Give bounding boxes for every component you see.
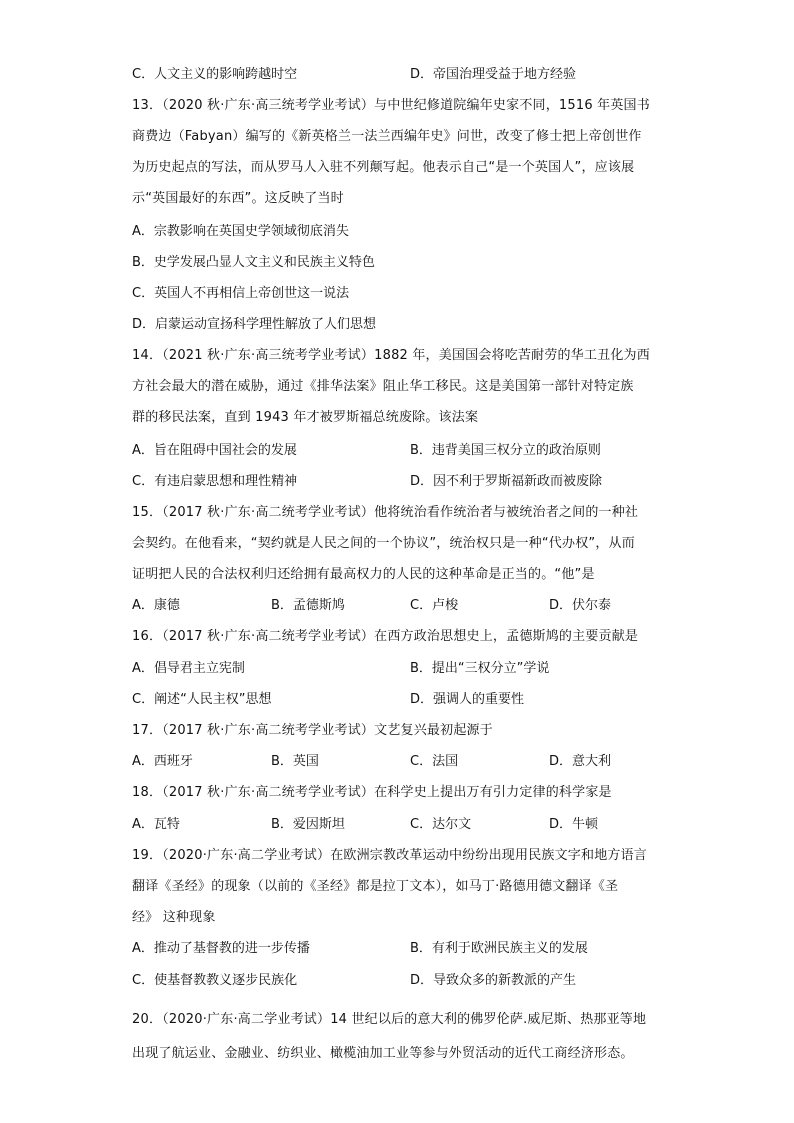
- q14-line-2: 方社会最大的潜在威胁，通过《排华法案》阻止华工移民。这是美国第一部针对特定族: [132, 379, 634, 394]
- prev-option-d: D．帝国治理受益于地方经验: [410, 67, 577, 82]
- q14-line-1: 14．（2021 秋·广东·高三统考学业考试）1882 年，美国国会将吃苦耐劳的华工丑化为西: [132, 348, 650, 363]
- q14-option-c: C．有违启蒙思想和理性精神: [132, 474, 298, 489]
- q20-line-2: 出现了航运业、金融业、纺织业、橄榄油加工业等参与外贸活动的近代工商经济形态。: [132, 1046, 634, 1061]
- q16-option-c: C．阐述“人民主权”思想: [132, 692, 272, 707]
- q13-line-2: 商费边（Fabyan）编写的《新英格兰一法兰西编年史》问世，改变了修士把上帝创世作: [132, 129, 642, 144]
- q16-line-1: 16．（2017 秋·广东·高二统考学业考试）在西方政治思想史上，孟德斯鸠的主要贡献是: [132, 629, 639, 644]
- q19-option-d: D．导致众多的新教派的产生: [410, 973, 577, 988]
- q17-option-d: D．意大利: [549, 754, 612, 769]
- q13-option-d: D．启蒙运动宣扬科学理性解放了人们思想: [132, 317, 377, 332]
- q13-line-3: 为历史起点的写法，而从罗马人入驻不列颠写起。他表示自己“是一个英国人”，应该展: [132, 160, 635, 175]
- q16-option-d: D．强调人的重要性: [410, 692, 525, 707]
- q16-option-b: B．提出“三权分立”学说: [410, 661, 550, 676]
- q14-option-b: B．违背美国三权分立的政治原则: [410, 443, 601, 458]
- q15-option-b: B．孟德斯鸠: [271, 598, 345, 613]
- q19-line-1: 19．（2020·广东·高二学业考试）在欧洲宗教改革运动中纷纷出现用民族文字和地方语言: [132, 848, 647, 863]
- q17-line-1: 17．（2017 秋·广东·高二统考学业考试）文艺复兴最初起源于: [132, 723, 493, 738]
- q18-option-b: B．爱因斯坦: [271, 817, 345, 832]
- q15-option-a: A．康德: [132, 598, 180, 613]
- q17-option-c: C．法国: [410, 754, 459, 769]
- q14-line-3: 群的移民法案，直到 1943 年才被罗斯福总统废除。该法案: [132, 410, 479, 425]
- q19-option-c: C．使基督教教义逐步民族化: [132, 973, 298, 988]
- q15-line-1: 15．（2017 秋·广东·高二统考学业考试）他将统治看作统治者与被统治者之间的一种社: [132, 505, 639, 520]
- q19-line-2: 翻译《圣经》的现象（以前的《圣经》都是拉丁文本），如马丁·路德用德文翻译《圣: [132, 879, 619, 894]
- q14-option-d: D．因不利于罗斯福新政而被废除: [410, 474, 603, 489]
- q18-option-c: C．达尔文: [410, 817, 472, 832]
- q17-option-b: B．英国: [271, 754, 319, 769]
- q13-option-b: B．史学发展凸显人文主义和民族主义特色: [132, 255, 375, 270]
- q19-option-b: B．有利于欧洲民族主义的发展: [410, 941, 588, 956]
- q13-option-a: A．宗教影响在英国史学领域彻底消失: [132, 224, 349, 239]
- q14-option-a: A．旨在阻碍中国社会的发展: [132, 443, 297, 458]
- q15-option-c: C．卢梭: [410, 598, 459, 613]
- q19-line-3: 经》 这种现象: [132, 910, 216, 925]
- prev-option-c: C．人文主义的影响跨越时空: [132, 67, 298, 82]
- q16-option-a: A．倡导君主立宪制: [132, 661, 245, 676]
- q15-line-2: 会契约。在他看来，“契约就是人民之间的一个协议”，统治权只是一种“代办权”，从而: [132, 536, 635, 551]
- q17-option-a: A．西班牙: [132, 754, 193, 769]
- q19-option-a: A．推动了基督教的进一步传播: [132, 941, 310, 956]
- q18-line-1: 18．（2017 秋·广东·高二统考学业考试）在科学史上提出万有引力定律的科学家是: [132, 785, 612, 800]
- q13-line-4: 示“英国最好的东西”。这反映了当时: [132, 191, 344, 206]
- q15-option-d: D．伏尔泰: [549, 598, 612, 613]
- q13-line-1: 13．（2020 秋·广东·高三统考学业考试）与中世纪修道院编年史家不同，1516 年英国书: [132, 98, 650, 113]
- q20-line-1: 20．（2020·广东·高二学业考试）14 世纪以后的意大利的佛罗伦萨.威尼斯、热那亚等地: [132, 1012, 647, 1027]
- q15-line-3: 证明把人民的合法权利归还给拥有最高权力的人民的这种革命是正当的。“他”是: [132, 567, 595, 582]
- q18-option-d: D．牛顿: [549, 817, 599, 832]
- q13-option-c: C．英国人不再相信上帝创世这一说法: [132, 286, 350, 301]
- q18-option-a: A．瓦特: [132, 817, 180, 832]
